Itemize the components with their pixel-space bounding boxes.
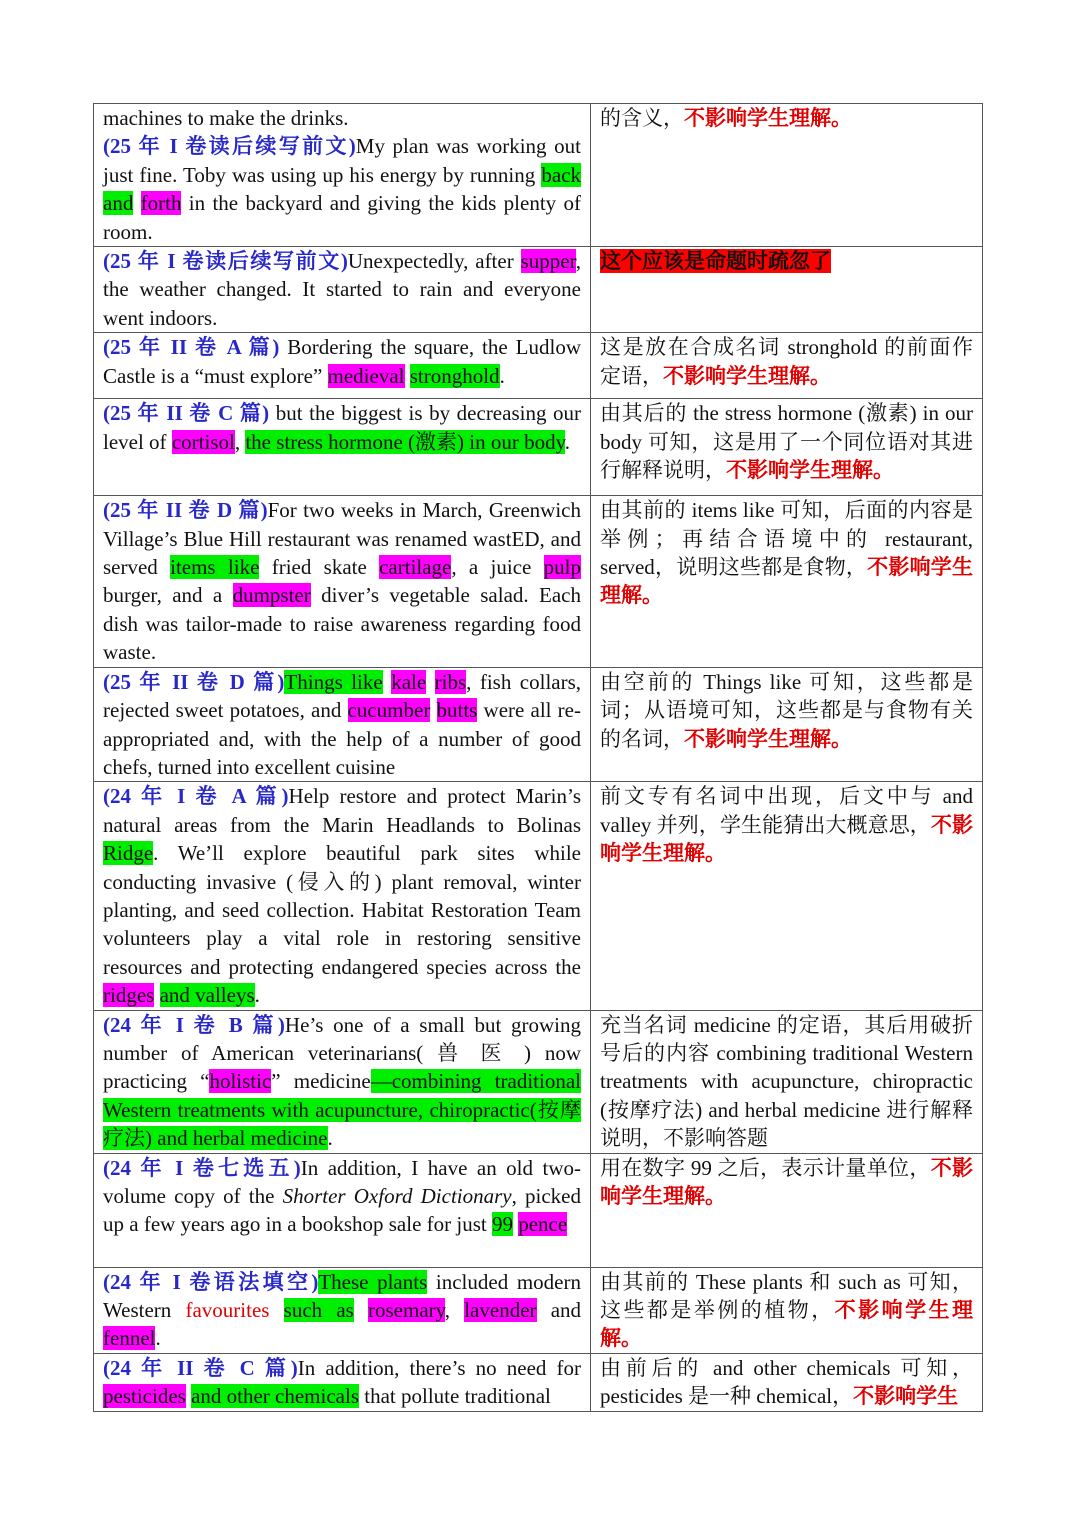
text-run <box>430 698 436 722</box>
text-run: were all re-appropriated and, with the help of a number of good chefs, turned into excellent cuisine <box>103 698 581 779</box>
text-run: . <box>327 1126 333 1151</box>
explanation-cell <box>591 247 983 333</box>
text-run: Bordering the square, the Ludlow Castle is a “must explore” <box>103 335 582 388</box>
example-cell <box>94 667 591 782</box>
conclusion-text: 不影响学生 <box>853 1384 959 1409</box>
conclusion-text: 不影响学生理解。 <box>600 1298 974 1351</box>
italic-title: Shorter Oxford Dictionary <box>282 1184 512 1208</box>
text-run <box>133 191 140 215</box>
table-row <box>94 104 983 247</box>
example-cell <box>94 1267 591 1353</box>
text-run: 由其前的 These plants 和 such as 可知，这些都是举例的植物， <box>600 1269 973 1322</box>
highlight-green: items like <box>170 555 260 580</box>
text-run: , <box>444 1298 465 1322</box>
text-run <box>269 1298 283 1322</box>
highlight-green: the stress hormone (激素) in our body <box>245 429 565 454</box>
text-run: machines to make the drinks. <box>103 106 349 130</box>
conclusion-text: 不影响学生理解。 <box>600 555 974 608</box>
source-label: (24 年 II 卷 C 篇) <box>103 1355 298 1380</box>
example-cell <box>94 333 591 399</box>
red-word: favourites <box>185 1298 270 1322</box>
text-run <box>154 983 159 1007</box>
table-row <box>94 1267 983 1353</box>
highlight-magenta: cucumber <box>347 698 431 723</box>
conclusion-text: 不影响学生理解。 <box>726 458 894 483</box>
highlight-green: 99 <box>491 1212 513 1237</box>
example-cell <box>94 399 591 496</box>
highlight-magenta: ribs <box>434 669 467 694</box>
text-run: and <box>536 1298 582 1322</box>
highlight-green: and valleys <box>159 983 255 1008</box>
text-run: . <box>155 1326 161 1351</box>
text-run: 由前后的 and other chemicals 可知，pesticides 是一种 chemical， <box>600 1355 973 1409</box>
text-run: 由空前的 Things like 可知，这些都是词；从语境可知，这些都是与食物有关的名词， <box>600 669 973 751</box>
text-run: , the weather changed. It started to rain and everyone went indoors. <box>103 249 581 330</box>
highlight-magenta: cortisol <box>171 429 235 454</box>
example-cell <box>94 1153 591 1267</box>
source-label: (25 年 I 卷读后续写前文) <box>103 249 348 274</box>
source-label: (25 年 II 卷 D 篇) <box>103 669 285 694</box>
source-label: (25 年 II 卷 D 篇) <box>103 498 268 523</box>
explanation-cell <box>591 333 983 399</box>
example-cell <box>94 782 591 1010</box>
table-row <box>94 667 983 782</box>
highlight-magenta: lavender <box>464 1298 537 1322</box>
highlight-magenta: holistic <box>209 1069 272 1094</box>
source-label: (24 年 I 卷语法填空) <box>103 1269 319 1294</box>
source-label: (25 年 II 卷 A 篇) <box>103 335 280 360</box>
explanation-cell <box>591 1010 983 1153</box>
table-body <box>94 104 983 1412</box>
explanation-cell <box>591 1153 983 1267</box>
text-run <box>426 670 434 694</box>
highlight-green: back and <box>103 162 581 216</box>
source-label: (24 年 I 卷七选五) <box>103 1155 301 1180</box>
highlight-magenta: fennel <box>103 1326 156 1351</box>
text-run: , picked up a few years ago in a bookshop sale for just <box>103 1184 581 1237</box>
text-run: , fish collars, rejected sweet potatoes, and <box>103 669 582 723</box>
explanation-cell <box>591 667 983 782</box>
table-row <box>94 399 983 496</box>
text-run: , <box>234 429 246 454</box>
highlight-magenta: pulp <box>543 555 581 580</box>
table-row <box>94 782 983 1010</box>
explanation-cell <box>591 782 983 1010</box>
conclusion-text: 不影响学生理解。 <box>684 106 852 130</box>
vocabulary-table <box>93 103 983 1412</box>
text-run: ” medicine <box>271 1069 371 1094</box>
table-row <box>94 1353 983 1411</box>
text-run <box>383 670 391 694</box>
highlight-magenta: dumpster <box>232 583 311 608</box>
example-cell <box>94 104 591 247</box>
text-run: For two weeks in March, Greenwich Village’s Blue Hill restaurant was renamed wastED, and served <box>103 498 582 580</box>
text-run: . We’ll explore beautiful park sites while conducting invasive (侵入的) plant removal, winter planting, and seed collection. Habitat Restoration Team volunteers play a vital role in restoring sensitive resources and protecting endangered species across the <box>103 841 581 979</box>
highlight-magenta: forth <box>140 191 182 216</box>
highlight-green: stronghold <box>409 363 500 388</box>
text-run: 这是放在合成名词 stronghold 的前面作定语， <box>600 335 973 388</box>
text-run: included modern Western <box>103 1269 581 1322</box>
highlight-green: Things like <box>284 669 383 694</box>
highlight-magenta: cartilage <box>379 555 452 580</box>
table-row <box>94 333 983 399</box>
text-run: . <box>564 429 570 454</box>
highlight-magenta: kale <box>391 669 427 694</box>
source-label: (24 年 I 卷 A 篇) <box>103 784 289 809</box>
example-cell <box>94 1010 591 1153</box>
text-run: . <box>254 983 260 1008</box>
source-label: (24 年 I 卷 B 篇) <box>103 1012 285 1037</box>
text-run: 前文专有名词中出现，后文中与 and valley 并列，学生能猜出大概意思， <box>600 784 973 837</box>
text-run: 的含义， <box>600 106 684 130</box>
highlight-magenta: medieval <box>327 363 405 388</box>
text-run: In addition, I have an old two-volume copy of the <box>103 1155 581 1208</box>
text-run: fried skate <box>259 555 380 580</box>
highlight-magenta: butts <box>436 698 478 723</box>
example-cell <box>94 496 591 667</box>
text-run: burger, and a <box>103 583 233 608</box>
text-run: 用在数字 99 之后，表示计量单位， <box>600 1155 931 1180</box>
table-row <box>94 1153 983 1267</box>
text-run: Help restore and protect Marin’s natural areas from the Marin Headlands to Bolinas <box>103 784 581 837</box>
text-run: that pollute traditional <box>359 1384 551 1409</box>
highlight-magenta: supper <box>520 249 576 274</box>
text-run: 充当名词 medicine 的定语，其后用破折号后的内容 combining traditional Western treatments with acupuncture, chiropractic (按摩疗法) and herbal medicine 进行解释说明，不影响答题 <box>600 1012 973 1151</box>
document-page <box>93 103 982 1412</box>
text-run: In addition, there’s no need for <box>297 1355 581 1380</box>
highlight-magenta: pence <box>518 1212 568 1237</box>
conclusion-text: 不影响学生理解。 <box>600 1155 974 1208</box>
source-label: (25 年 I 卷读后续写前文) <box>103 134 356 159</box>
text-run: but the biggest is by decreasing our level of <box>103 401 582 454</box>
text-run: 由其后的 the stress hormone (激素) in our body 可知，这是用了一个同位语对其进行解释说明， <box>600 401 973 483</box>
table-row <box>94 496 983 667</box>
highlight-magenta: ridges <box>103 983 155 1008</box>
text-run: , a juice <box>451 555 544 580</box>
highlight-magenta: rosemary <box>368 1298 445 1322</box>
highlight-green: Ridge <box>103 841 154 866</box>
highlight-green: These plants <box>318 1269 428 1294</box>
text-run <box>405 364 410 388</box>
highlight-green: —combining traditional Western treatments with acupuncture, chiropractic(按摩疗法) and herbal medicine <box>103 1069 581 1151</box>
table-row <box>94 1010 983 1153</box>
conclusion-text: 不影响学生理解。 <box>684 726 852 751</box>
explanation-cell <box>591 104 983 247</box>
text-run <box>354 1298 368 1322</box>
highlight-magenta: pesticides <box>103 1384 186 1409</box>
explanation-cell <box>591 496 983 667</box>
text-run: . <box>499 363 505 388</box>
explanation-cell <box>591 1267 983 1353</box>
conclusion-text: 不影响学生理解。 <box>663 363 831 388</box>
table-row <box>94 247 983 333</box>
highlight-green: and other chemicals <box>191 1384 359 1409</box>
text-run: diver’s vegetable salad. Each dish was tailor-made to raise awareness regarding food waste. <box>103 583 581 665</box>
text-run: Unexpectedly, after <box>347 249 521 274</box>
text-run: 由其前的 items like 可知，后面的内容是举例；再结合语境中的 restaurant, served，说明这些都是食物， <box>600 498 973 580</box>
highlight-green: such as <box>283 1298 354 1322</box>
example-cell <box>94 1353 591 1411</box>
text-run: in the backyard and giving the kids plenty of room. <box>103 191 581 244</box>
explanation-cell <box>591 399 983 496</box>
source-label: (25 年 II 卷 C 篇) <box>103 401 270 426</box>
text-run: My plan was working out just fine. Toby was using up his energy by running <box>103 134 581 187</box>
explanation-cell <box>591 1353 983 1411</box>
example-cell <box>94 247 591 333</box>
highlight-red-note: 这个应该是命题时疏忽了 <box>600 249 831 274</box>
conclusion-text: 不影响学生理解。 <box>600 812 974 866</box>
text-run: He’s one of a small but growing number of American veterinarians( 兽 医 ) now practicing “ <box>103 1012 581 1094</box>
